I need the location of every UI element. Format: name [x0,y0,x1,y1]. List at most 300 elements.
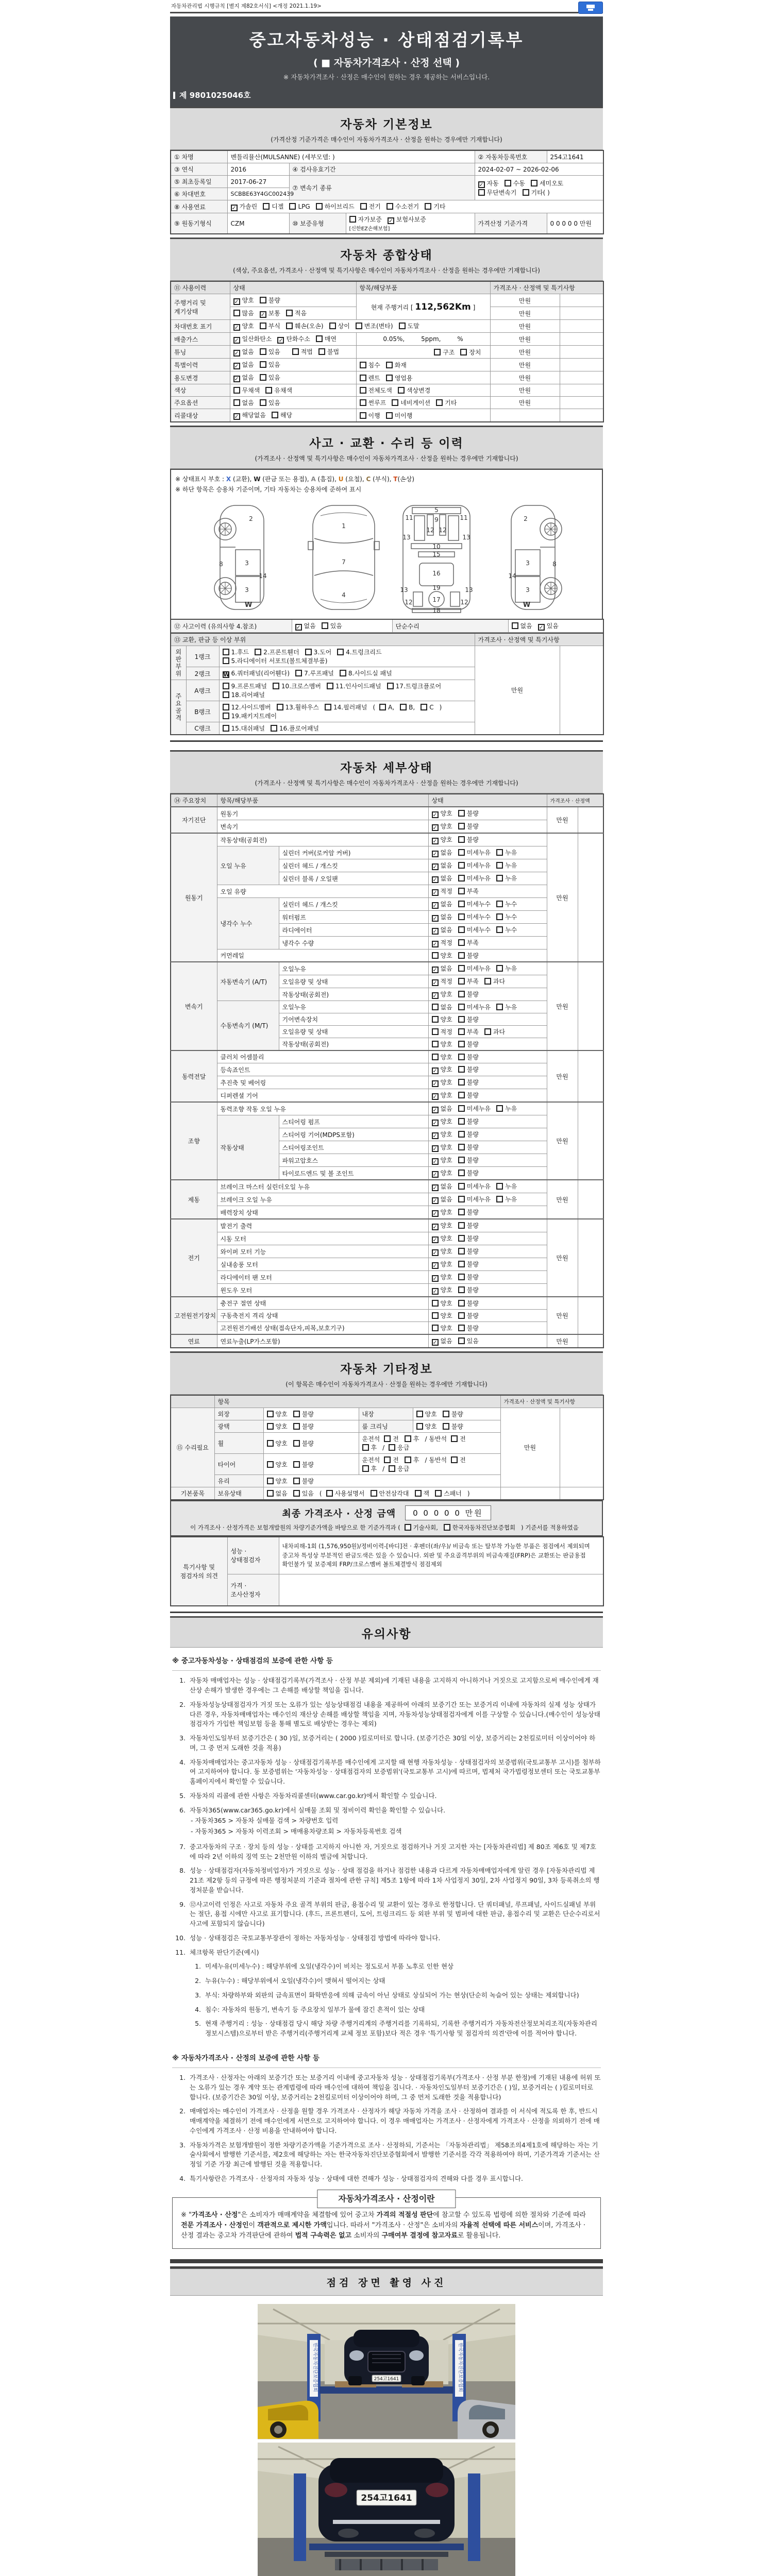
check-option [371,1490,409,1497]
checkbox-icon [432,1028,439,1035]
check-option [496,901,517,908]
row-label: 룸 크리닝 [359,1420,413,1433]
check-option-label: 양호 [440,1209,452,1216]
check-option-label: 전기 [368,203,381,210]
engine-type-value: CZM [227,213,289,234]
check-option-label: 없음 [440,1105,452,1112]
check-option [458,978,479,985]
panel-number-label: 13 [402,534,411,541]
state-checks [428,1334,547,1348]
checkbox-icon [293,1440,300,1447]
tuning-checks [230,346,356,359]
state-checks [428,1063,547,1076]
checkbox-icon: ✓ [432,1236,439,1243]
check-option [277,335,310,343]
check-option [538,622,559,630]
checkbox-icon [405,1435,411,1442]
check-option [458,1144,479,1151]
legend-token: W [254,476,261,483]
checkbox-icon [223,725,229,732]
device-label: 조향 [171,1102,217,1180]
note-cell [578,807,603,833]
checkbox-icon [267,1411,274,1417]
checkbox-icon [371,1490,377,1497]
check-option [432,952,452,959]
note-cell [578,962,603,1050]
notice-item [172,1806,601,1838]
table-row [171,163,603,176]
notice-number: 11. [175,1948,186,1956]
notice-item [172,2073,601,2102]
legend-token: X [226,476,231,483]
check-option [286,323,324,330]
checkbox-icon: ✓ [432,1080,439,1087]
table-row [171,1574,603,1606]
state-checks [428,1297,547,1310]
checkbox-icon [318,348,325,355]
item-label: 워터펌프 [279,911,428,924]
vin-checks [230,320,490,333]
check-option [389,1465,409,1472]
check-option [293,1490,314,1497]
checkbox-icon [415,1490,422,1497]
legend-token: ※ 상태표시 부호 : [175,476,226,483]
special-history-checks [230,359,356,371]
check-option [233,335,272,343]
panel-number-label: 8 [552,561,557,568]
check-option-label: B, [409,704,415,711]
notices-band [170,1616,603,1648]
note-cell [578,1180,603,1219]
rank-items-line [223,669,472,678]
note-cell [560,646,603,735]
item-label: 냉각수 수량 [279,937,428,950]
check-option-label: 자동 [486,180,499,187]
price-appraisal-info-box [172,2193,601,2249]
checkbox-icon: ✓ [432,928,439,935]
check-option-label: 불량 [466,1248,479,1255]
check-option-label: 일산화탄소 [242,335,272,343]
checkbox-icon [349,216,356,223]
rank-items-line [223,724,472,733]
check-option [255,649,299,656]
photos-band: 점검 장면 촬영 사진 [170,2268,603,2296]
table-row [171,1193,603,1206]
check-option-label: 양호 [440,1131,452,1138]
notice-number: 3. [195,1991,201,1999]
checkbox-icon [260,374,266,381]
check-option-label: 후 [413,1435,419,1443]
price-cell: 만원 [547,1180,578,1219]
check-option-label: 전 [393,1435,399,1443]
table-row [171,1271,603,1284]
check-option [496,1196,517,1203]
checkbox-icon [316,203,323,210]
checkbox-icon [496,1004,503,1010]
checkbox-icon [386,362,393,368]
check-option [458,1300,479,1307]
check-option-label: 도말 [407,323,419,330]
notice-item [172,1934,601,1943]
options-checks [230,397,356,409]
check-option-label: 양호 [440,1066,452,1073]
check-option-label: 누수 [505,926,517,934]
notice-item [172,1866,601,1895]
final-price-basis [171,1523,602,1532]
wheel-position-checks [359,1433,500,1454]
check-option-label: 양호 [242,297,254,304]
col-header: 항목/해당부품 [217,794,428,807]
check-option-label: 세미오토 [539,180,564,187]
panel-number-label: 11 [405,514,413,521]
checkbox-icon [260,361,266,368]
check-option [458,926,491,934]
field-label: ⑧ 사용연료 [171,200,227,213]
check-option [432,1079,452,1086]
checkbox-icon [389,1465,395,1472]
check-option [496,849,517,856]
checkbox-icon [223,713,229,719]
check-option [398,387,430,394]
checkbox-icon: ✓ [432,1275,439,1282]
page-title: 중고자동차성능 · 상태점검기록부 [249,30,524,50]
check-option-label: 미이행 [394,412,413,419]
notice-subline: - 자동차365 > 자동차 실매물 검색 > 차량번호 입력 [191,1817,339,1825]
device-label: 동력전달 [171,1050,217,1102]
check-option [327,683,381,690]
check-option [389,1444,409,1451]
check-option-label: 없음 [440,1337,452,1345]
state-checks [428,1141,547,1154]
check-option [432,978,452,985]
notice-text: 성능 · 상태점검은 국토교통부장관이 정하는 자동차성능 · 상태점검 방법에 따라야 합니다. [190,1934,441,1942]
check-option [444,1524,515,1531]
check-option [458,901,491,908]
field-label: ⑨ 원동기형식 [171,213,227,234]
checkbox-icon [458,991,465,997]
check-option [432,901,452,908]
checkbox-icon [458,836,465,843]
panel-number-label: 14 [508,572,516,580]
state-checks [428,1206,547,1219]
state-checks [428,1115,547,1128]
check-option [233,348,254,355]
col-header: 가격조사 · 산정액 및 특기사항 [475,633,603,646]
print-button[interactable] [578,2,603,14]
field-label: 가격산정 기준가격 [475,213,547,234]
field-label: ⑩ 보증유형 [289,213,346,234]
check-option-label: 미세누유 [466,1196,491,1203]
check-option [223,657,328,665]
table-row [171,1537,603,1574]
check-option-label: 유채색 [274,387,293,394]
check-option [458,991,479,998]
price-appraisal-info-title: 자동차가격조사 · 산정이란 [317,2190,456,2209]
checkbox-icon: W [223,672,230,678]
state-checks [428,1284,547,1297]
panel-number-label: 15 [432,551,441,558]
state-checks [428,1167,547,1180]
checkbox-icon: ✓ [432,1132,439,1139]
glass-checks [263,1475,500,1487]
state-checks [428,1001,547,1013]
table-row [171,1408,603,1420]
price-cell: 만원 [547,1050,578,1102]
etc-title: 자동차 기타정보 [340,1363,433,1376]
emission-hc: 5ppm, [421,335,441,343]
car-panels-diagram [171,498,602,617]
check-option-label: 가솔린 [239,203,258,210]
table-row [171,1063,603,1076]
checkbox-icon: ✓ [432,1210,439,1217]
checkbox-icon [458,1079,465,1086]
state-checks [428,898,547,911]
check-option-label: 양호 [275,1411,288,1418]
check-option-label: 무단변속기 [486,189,517,196]
checkbox-icon [458,1118,465,1125]
checkbox-icon [267,1490,274,1497]
field-label: ⑤ 최초등록일 [171,176,227,188]
field-label: ④ 검사유효기간 [289,163,475,176]
check-option-label: 양호 [440,823,452,830]
check-option [432,1054,452,1061]
device-label: 원동기 [171,833,217,962]
checkbox-icon [458,1325,465,1331]
check-option [295,670,334,677]
check-option [416,1411,437,1418]
check-option [432,991,452,998]
check-option [432,1209,452,1216]
item-label: 시동 모터 [217,1232,428,1245]
checkbox-icon: ✓ [432,1158,439,1165]
item-label: 라디에이터 [279,924,428,937]
checkbox-icon [356,323,362,329]
checkbox-icon [386,203,393,210]
state-checks [428,924,547,937]
price-cell: 만원 [475,646,560,735]
checkbox-icon [295,670,302,676]
table-row [171,1115,603,1128]
check-option-label: 없음 [440,849,452,856]
room-cleaning-checks [413,1420,500,1433]
checkbox-icon [263,203,270,210]
simple-repair-label: 단순수리 [392,619,508,633]
item-label: 배력장치 상태 [217,1206,428,1219]
table-row [171,333,603,346]
check-option-label: 불량 [301,1411,314,1418]
state-checks [428,807,547,820]
check-option [400,704,415,711]
check-option-label: 16.플로어패널 [279,725,319,732]
check-option [223,725,265,732]
rank-label: B랭크 [186,701,219,722]
check-option [405,1524,438,1531]
check-option-label: 양호 [440,952,452,959]
checkbox-icon: ✓ [432,1197,439,1204]
checkbox-icon: ✓ [432,967,439,973]
check-option-label: 없음 [440,862,452,869]
notice-text: 자동차가격은 보험개발원이 정한 차량기준가액을 기준가격으로 조사 · 산정하되, 기준서는 「자동차관리법」 제58조의4제1호에 해당하는 자는 기술사회에서 발행한 기준서를, 제2호에 해당하는 자는 한국자동차진단보증협회에서 발행한 기준서를 각각 적용하여야 하며, 기준가격과 기준서는 산정일 기준 가장 최근에 발행된 것을 적용합니다. [190,2141,600,2168]
token-label: / 동반석 [425,1456,447,1464]
checkbox-icon [458,1028,465,1035]
token-label: ( [373,704,376,711]
check-option-label: 양호 [440,1274,452,1281]
check-option [392,399,430,406]
item-label: 오일유량 및 상태 [279,1026,428,1038]
summary-table [170,281,604,422]
check-option [415,1490,430,1497]
checkbox-icon [292,348,299,355]
check-option [260,361,280,368]
checkbox-icon: ✓ [432,1093,439,1100]
checkbox-icon [496,849,503,856]
check-option [386,203,419,210]
tire-state-checks [263,1454,359,1475]
check-option [432,1325,452,1332]
checkbox-icon [322,622,328,629]
checkbox-icon [458,1131,465,1138]
opinion-table [170,1536,604,1606]
checkbox-icon [384,1456,391,1463]
checkbox-icon [458,1209,465,1215]
checkbox-icon [340,670,346,676]
check-option [387,683,442,690]
inspection-photo-front [258,2304,515,2439]
checkbox-icon: ✓ [233,413,240,420]
check-option-label: 7.루프패널 [304,670,334,677]
state-checks [428,1245,547,1258]
notice-number: 3. [179,2141,186,2149]
price-cell: 만원 [547,833,578,962]
rank-label: 1랭크 [186,646,219,667]
panel-number-label: 8 [219,561,223,568]
checkbox-icon [360,399,366,406]
notice-number: 1. [179,2074,186,2081]
check-option-label: 있음 [268,361,280,368]
item-group-label: 자동변속기 (A/T) [217,962,279,1001]
check-option-label: 미세누수 [466,901,491,908]
check-option-label: 없음 [520,622,532,630]
check-option-label: 매연 [324,335,337,343]
checkbox-icon [458,862,465,869]
checkbox-icon [316,335,323,342]
check-option [458,913,491,921]
checkbox-icon: ✓ [432,941,439,947]
check-option-label: 없음 [242,399,254,406]
notice-item [172,1676,601,1696]
check-option [458,810,479,817]
check-option-label: 11.인사이드패널 [335,683,381,690]
check-option-label: 불량 [466,1286,479,1294]
check-option [484,978,505,985]
token-label: / 동반석 [425,1435,447,1443]
check-option-label: 불량 [451,1411,463,1418]
checkbox-icon: ✓ [432,1262,439,1269]
model-year-value: 2016 [227,163,289,176]
col-header: 항목/해당부품 [356,281,490,294]
item-label: 오일유량 및 상태 [279,975,428,988]
check-option-label: 9.프론트패널 [231,683,267,690]
check-option-label: 누수 [505,901,517,908]
check-option [458,1222,479,1229]
row-label: 용도변경 [171,371,230,384]
table-row [171,820,603,834]
notice-subline: - 자동차365 > 자동차 이력조회 > 매매용차량조회 > 자동차등록번호 검색 [191,1827,402,1835]
recall-kind-checks [356,409,490,422]
checkbox-icon [223,657,229,664]
appraiser-label: 가격 · 조사산정자 [227,1574,279,1606]
item-label: 파워고압호스 [279,1154,428,1167]
table-row [171,962,603,975]
state-checks [428,1026,547,1038]
mileage-pre: 현재 주행거리 [ [371,303,413,311]
notice-text: 체크항목 판단기준(예시) 1. 미세누유(미세누수) : 해당부위에 오일(냉각수)이 비치는 정도로서 부품 노후로 인한 현상 2. 누유(누수) : 해당부위에서 오일(냉각수)이 맺혀서 떨어지는 상태 3. 부식: 차량하부와 외판의 금속표면이 화학반응에 의해 금속이 아닌 상태로 상실되어 가는 현상(단순히 녹슬어 있는 상태는 제외합니다) 4. 침수: 자동차의 원동기, 변속기 등 주요장치 일부가 물에 잠긴 흔적이 있는 상태 5. 현재 주행거리 : 성능 · 상태점검 당시 해당 차량 주행거리계의 주행거리를 기록하되, 기록한 주행거리가 자동차전산정보처리조직(자동차관리정보시스템)으로부터 받은 주행거리(주행거리계 교체 정보 포함)보다 적은 경우 '특기사항 및 점검자의 의견'란에 이를 적어야 합니다. [190,1948,601,2043]
check-option [421,704,433,711]
check-option-label: 후 [371,1444,377,1451]
check-option-label: 없음 [440,875,452,882]
field-label: ⑥ 차대번호 [171,188,227,200]
check-option-label: 양호 [440,991,452,998]
check-option [458,1105,491,1112]
check-option-label: 미세누수 [466,926,491,934]
check-option [329,323,350,330]
mileage-value: 112,562Km [415,301,471,312]
check-option-label: 있음 [546,622,559,630]
state-checks [428,1232,547,1245]
col-header: 가격조사 · 산정액 및 특기사항 [490,281,603,294]
checkbox-icon [458,1054,465,1060]
state-checks [428,1258,547,1271]
check-option [267,1411,288,1418]
check-option [432,1105,452,1112]
check-option-label: 불량 [466,1312,479,1319]
check-option [293,1440,314,1447]
info-text-token: 법적 구속력은 없고 [295,2231,352,2240]
check-option [386,412,413,419]
state-checks [428,962,547,975]
check-option [432,965,452,972]
check-option [443,1411,463,1418]
check-option [233,297,254,304]
etc-note: (이 항목은 매수인이 자동차가격조사 · 산정을 원하는 경우에만 기재합니다) [285,1381,488,1388]
panel-number-label: 12 [460,599,468,606]
check-option-label: 불량 [466,1157,479,1164]
state-checks [428,1193,547,1206]
state-checks [428,1013,547,1026]
check-option-label: 없음 [440,1004,452,1011]
info-text-token: 에 참고할 수 있도록 법령에 의한 절차와 기준에 따라 [433,2211,586,2219]
notice-text: 부식: 차량하부와 외판의 금속표면이 화학반응에 의해 금속이 아닌 상태로 상실되어 가는 현상(단순히 녹슬어 있는 상태는 제외합니다) [205,1991,579,1999]
state-checks [428,872,547,885]
check-option [432,1170,452,1177]
checkbox-icon: ✓ [260,311,266,318]
price-cell: 만원 [547,1297,578,1334]
item-label: 연료누출(LP가스포함) [217,1334,428,1348]
checkbox-icon [458,913,465,920]
table-row [171,885,603,898]
item-label: 실린더 헤드 / 개스킷 [279,859,428,872]
check-option-label: 양호 [440,1092,452,1099]
price-cell: 만원 [547,1102,578,1180]
check-option [362,1444,377,1451]
row-label: 주요옵션 [171,397,230,409]
check-option [432,939,452,946]
checkbox-icon [405,1524,411,1531]
checkbox-icon [496,913,503,920]
check-option-label: C [429,704,434,711]
legend-token: (요철), [343,476,366,483]
state-checks [428,833,547,846]
